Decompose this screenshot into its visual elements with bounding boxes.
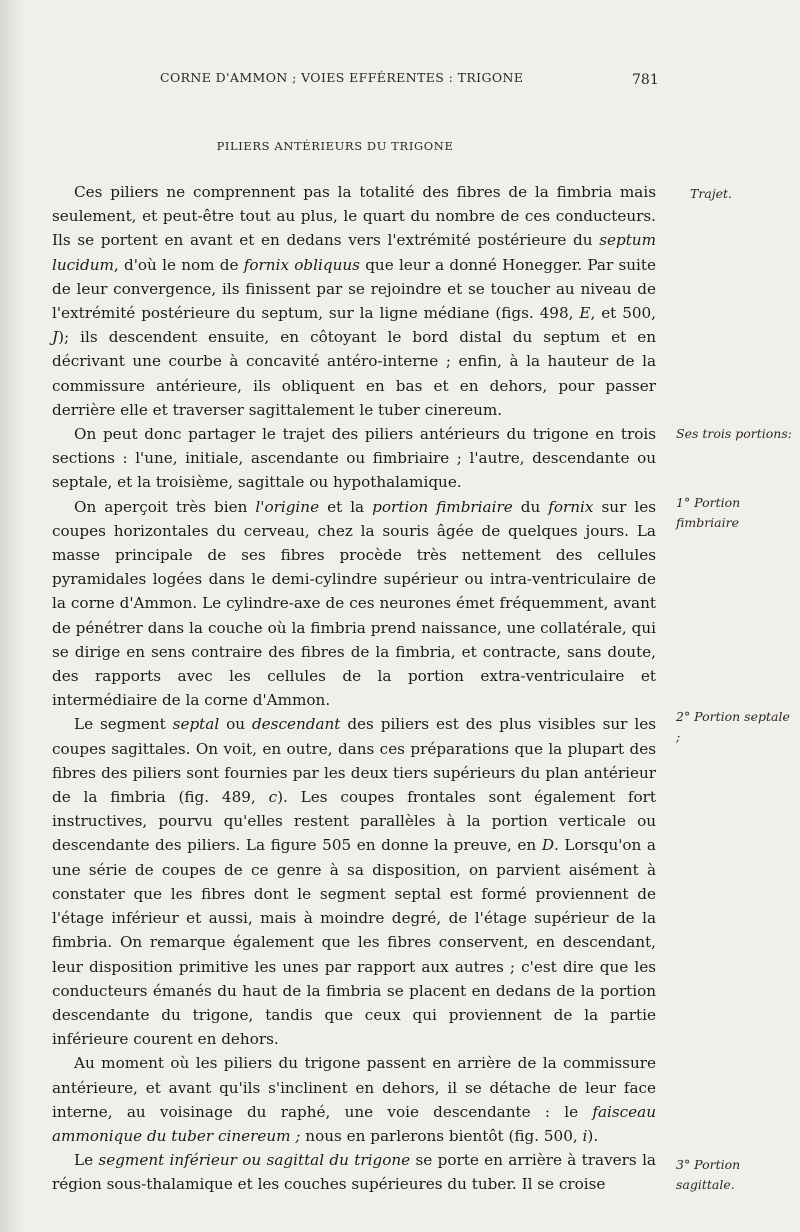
margin-note-portion-septale: 2° Portion septale ; <box>676 709 790 744</box>
paragraph-3 <box>52 495 656 713</box>
text-span: du <box>512 497 549 516</box>
italic-term: portion fimbriaire <box>372 497 513 516</box>
text-span: sur les coupes horizontales du cerveau, chez la souris âgée de quelques jours. La masse principale de ses fibres procède très nettement des cellules pyramidales logées dans le demi-cylindre supérieur ou intra-ventriculaire de la corne d'Ammon. Le cylindre-axe de ces neurones émet fréquemment, avant de pénétrer dans la couche où la fimbria prend naissance, une collatérale, qui se dirige en sens contraire des fibres de la fimbria, et contracte, sans doute, des rapports avec les cellules de la portion extra-ventriculaire et intermédiaire de la corne d'Ammon. <box>52 497 656 710</box>
text-span: se porte en arrière à travers la région sous-thalamique et les couches supérieures du tuber. Il se croise <box>52 1151 656 1194</box>
italic-term: fornix obliquus <box>243 255 360 274</box>
text-span: ). <box>587 1126 599 1145</box>
running-title: CORNE D'AMMON ; VOIES EFFÉRENTES : TRIGONE <box>160 70 524 85</box>
italic-term: E <box>579 304 591 323</box>
italic-term: faisceau ammonique du tuber cinereum ; <box>52 1102 656 1145</box>
text-span: nous en parlerons bientôt (fig. 500, <box>300 1126 583 1145</box>
italic-term: septal <box>172 715 220 734</box>
text-span: Le <box>74 1151 99 1170</box>
paragraph-2: On peut donc partager le trajet des piliers antérieurs du trigone en trois sections : l'une, initiale, ascendante ou fimbriaire ; l'autre, descendante ou septale, et la troisième, sagittale ou hypothalamique. <box>52 425 656 492</box>
text-span: , d'où le nom de <box>113 255 244 274</box>
margin-note-trois-portions: Ses trois portions: <box>676 426 792 441</box>
margin-note-portion-sagittale: 3° Portion sagittale. <box>676 1157 741 1192</box>
italic-term: l'origine <box>255 497 320 516</box>
text-span: Au moment où les piliers du trigone passent en arrière de la commissure antérieure, et avant qu'ils s'inclinent en dehors, il se détache de leur face interne, au voisinage du raphé, une voie descendante : le <box>52 1054 656 1121</box>
italic-term: J <box>52 328 59 347</box>
text-span: ). Les coupes frontales sont également fort instructives, pourvu qu'elles restent parallèles à la portion verticale ou descendante des piliers. La figure 505 en donne la preuve, en <box>52 788 657 855</box>
page-number: 781 <box>632 72 659 88</box>
italic-term: D <box>541 836 554 855</box>
paragraph-6 <box>52 1148 656 1196</box>
text-span: Le segment <box>74 715 173 734</box>
margin-note-trajet: Trajet. <box>690 186 733 201</box>
margin-note-portion-fimbriaire: 1° Portion fimbriaire <box>676 495 741 530</box>
italic-term: i <box>582 1126 588 1145</box>
text-span: , et 500, <box>590 304 657 323</box>
text-span: ); ils descendent ensuite, en côtoyant le bord distal du septum et en décrivant une courbe à concavité antéro-interne ; enfin, à la hauteur de la commissure antérieure, ils obliquent en bas et en dehors, pour passer derrière elle et traverser sagittalement le tuber cinereum. <box>52 328 656 419</box>
italic-term: segment inférieur ou sagittal du trigone <box>98 1151 411 1170</box>
text-span: que leur a donné Honegger. Par suite de leur convergence, ils finissent par se rejoindre et se toucher au niveau de l'extrémité postérieure du septum, sur la ligne médiane (figs. 498, <box>52 255 657 323</box>
section-title: PILIERS ANTÉRIEURS DU TRIGONE <box>216 139 454 153</box>
italic-term: septum lucidum <box>52 231 656 274</box>
italic-term: fornix <box>548 497 594 516</box>
text-span: On aperçoit très bien <box>74 497 256 516</box>
text-span: et la <box>319 497 373 516</box>
paragraph-4 <box>52 712 656 1051</box>
text-span: Ces piliers ne comprennent pas la totalité des fibres de la fimbria mais seulement, et peut-être tout au plus, le quart du nombre de ces conducteurs. Ils se portent en avant et en dedans vers l'extrémité postérieure du <box>52 183 656 250</box>
paragraph-5 <box>52 1051 656 1148</box>
paragraph-1 <box>52 180 656 422</box>
italic-term: descendant <box>251 715 341 734</box>
text-span: des piliers est des plus visibles sur les coupes sagittales. On voit, en outre, dans ces préparations que la plupart des fibres des piliers sont fournies par les deux tiers supérieurs du plan antérieur de la fimbria (fig. 489, <box>52 715 656 807</box>
body-text <box>52 180 656 1197</box>
italic-term: c <box>268 788 278 807</box>
text-span: . Lorsqu'on a une série de coupes de ce genre à sa disposition, on parvient aisément à constater que les fibres dont le segment septal est formé proviennent de l'étage inférieur et aussi, mais à moindre degré, de l'étage supérieur de la fimbria. On remarque également que les fibres conservent, en descendant, leur disposition primitive les unes par rapport aux autres ; c'est dire que les conducteurs émanés du haut de la fimbria se placent en dedans de la portion descendante du trigone, tandis que ceux qui proviennent de la partie inférieure courent en dehors. <box>52 836 656 1049</box>
page-gutter-shadow <box>0 0 24 1232</box>
text-span: ou <box>219 715 252 734</box>
